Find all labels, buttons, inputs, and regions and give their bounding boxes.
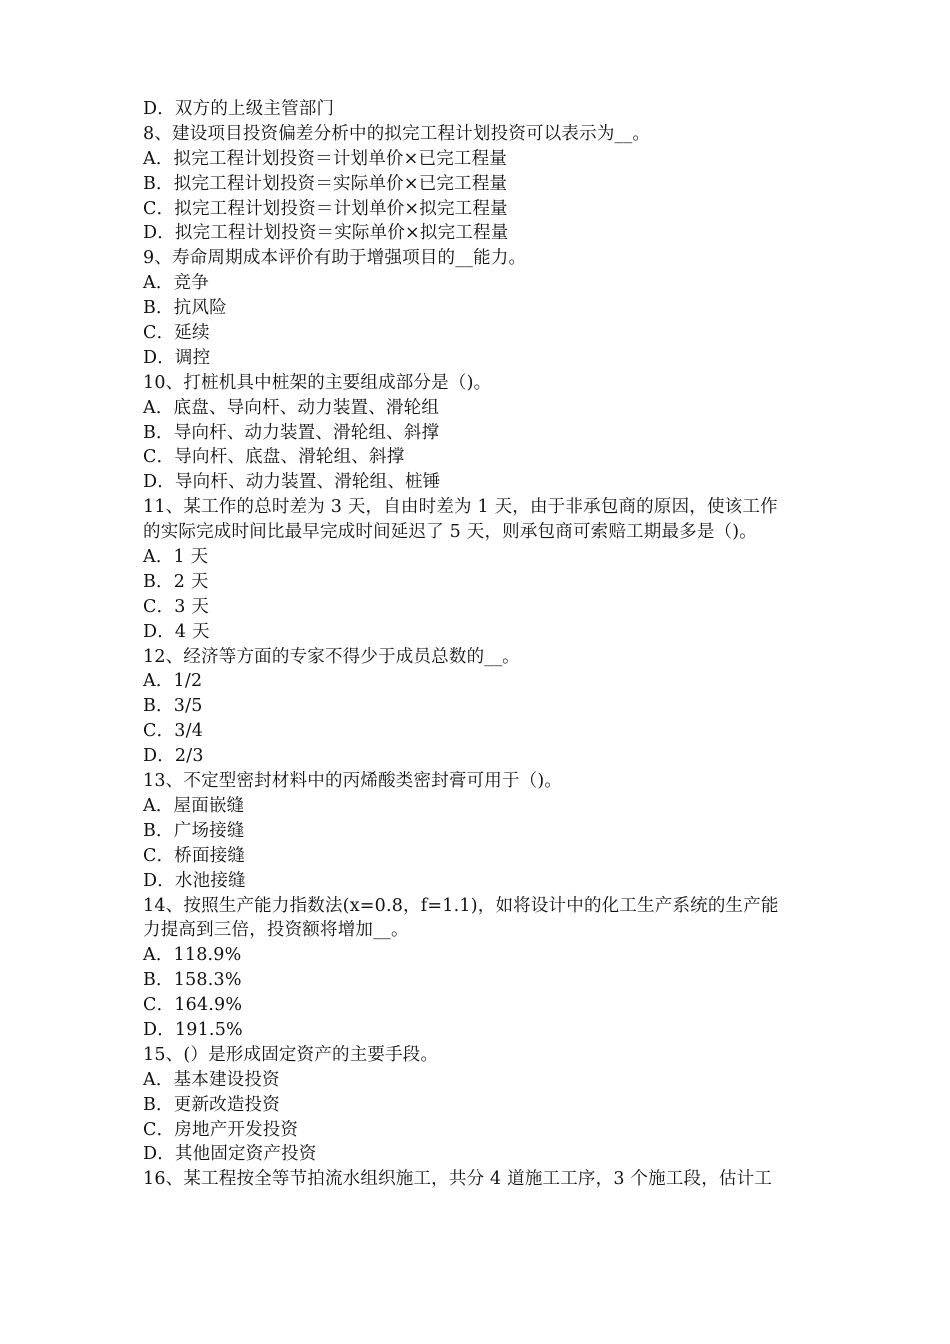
q10-option-a: A．底盘、导向杆、动力装置、滑轮组 (143, 397, 440, 418)
q13-option-a: A．屋面嵌缝 (143, 795, 245, 816)
q8-option-a: A．拟完工程计划投资＝计划单价×已完工程量 (143, 148, 507, 169)
q15-option-d: D．其他固定资产投资 (143, 1144, 317, 1165)
question-11-line-1: 11、某工作的总时差为 3 天，自由时差为 1 天，由于非承包商的原因，使该工作 (143, 497, 778, 518)
q11-option-a: A．1 天 (143, 547, 209, 568)
q9-option-d: D．调控 (143, 347, 211, 368)
q15-option-c: C．房地产开发投资 (143, 1119, 299, 1140)
question-16-line-1: 16、某工程按全等节拍流水组织施工，共分 4 道施工工序，3 个施工段，估计工 (143, 1169, 773, 1190)
q9-option-b: B．抗风险 (143, 298, 227, 319)
q13-option-c: C．桥面接缝 (143, 845, 246, 866)
q9-option-a: A．竞争 (143, 273, 209, 294)
question-12: 12、经济等方面的专家不得少于成员总数的__。 (143, 646, 520, 667)
q14-option-b: B．158.3% (143, 970, 242, 991)
q13-option-d: D．水池接缝 (143, 870, 246, 891)
q8-option-b: B．拟完工程计划投资＝实际单价×已完工程量 (143, 173, 508, 194)
question-10: 10、打桩机具中桩架的主要组成部分是（)。 (143, 372, 492, 393)
q13-option-b: B．广场接缝 (143, 820, 245, 841)
question-14-line-1: 14、按照生产能力指数法(x=0.8，f=1.1)，如将设计中的化工生产系统的生产能 (143, 895, 779, 916)
q11-option-d: D．4 天 (143, 621, 210, 642)
q12-option-d: D．2/3 (143, 746, 204, 767)
option-d-line: D．双方的上级主管部门 (143, 99, 335, 119)
question-13: 13、不定型密封材料中的丙烯酸类密封膏可用于（)。 (143, 771, 563, 792)
q14-option-d: D．191.5% (143, 1019, 243, 1040)
q10-option-b: B．导向杆、动力装置、滑轮组、斜撑 (143, 422, 440, 443)
q10-option-d: D．导向杆、动力装置、滑轮组、桩锤 (143, 472, 441, 493)
q11-option-c: C．3 天 (143, 596, 210, 617)
q12-option-b: B．3/5 (143, 696, 203, 717)
question-9: 9、寿命周期成本评价有助于增强项目的__能力。 (143, 248, 527, 269)
q10-option-c: C．导向杆、底盘、滑轮组、斜撑 (143, 447, 405, 468)
q14-option-c: C．164.9% (143, 995, 243, 1016)
q15-option-b: B．更新改造投资 (143, 1094, 280, 1115)
q11-option-b: B．2 天 (143, 571, 209, 592)
q14-option-a: A．118.9% (143, 945, 242, 966)
q8-option-d: D．拟完工程计划投资＝实际单价×拟完工程量 (143, 223, 509, 244)
question-8: 8、建设项目投资偏差分析中的拟完工程计划投资可以表示为__。 (143, 123, 651, 144)
document-body (143, 97, 813, 1192)
question-14-line-2: 力提高到三倍，投资额将增加__。 (143, 920, 409, 941)
q12-option-a: A．1/2 (143, 671, 203, 692)
question-15: 15、(）是形成固定资产的主要手段。 (143, 1044, 439, 1065)
q8-option-c: C．拟完工程计划投资＝计划单价×拟完工程量 (143, 198, 508, 219)
q15-option-a: A．基本建设投资 (143, 1069, 280, 1090)
question-11-line-2: 的实际完成时间比最早完成时间延迟了 5 天，则承包商可索赔工期最多是（)。 (143, 522, 757, 543)
q12-option-c: C．3/4 (143, 721, 204, 742)
q9-option-c: C．延续 (143, 323, 210, 344)
